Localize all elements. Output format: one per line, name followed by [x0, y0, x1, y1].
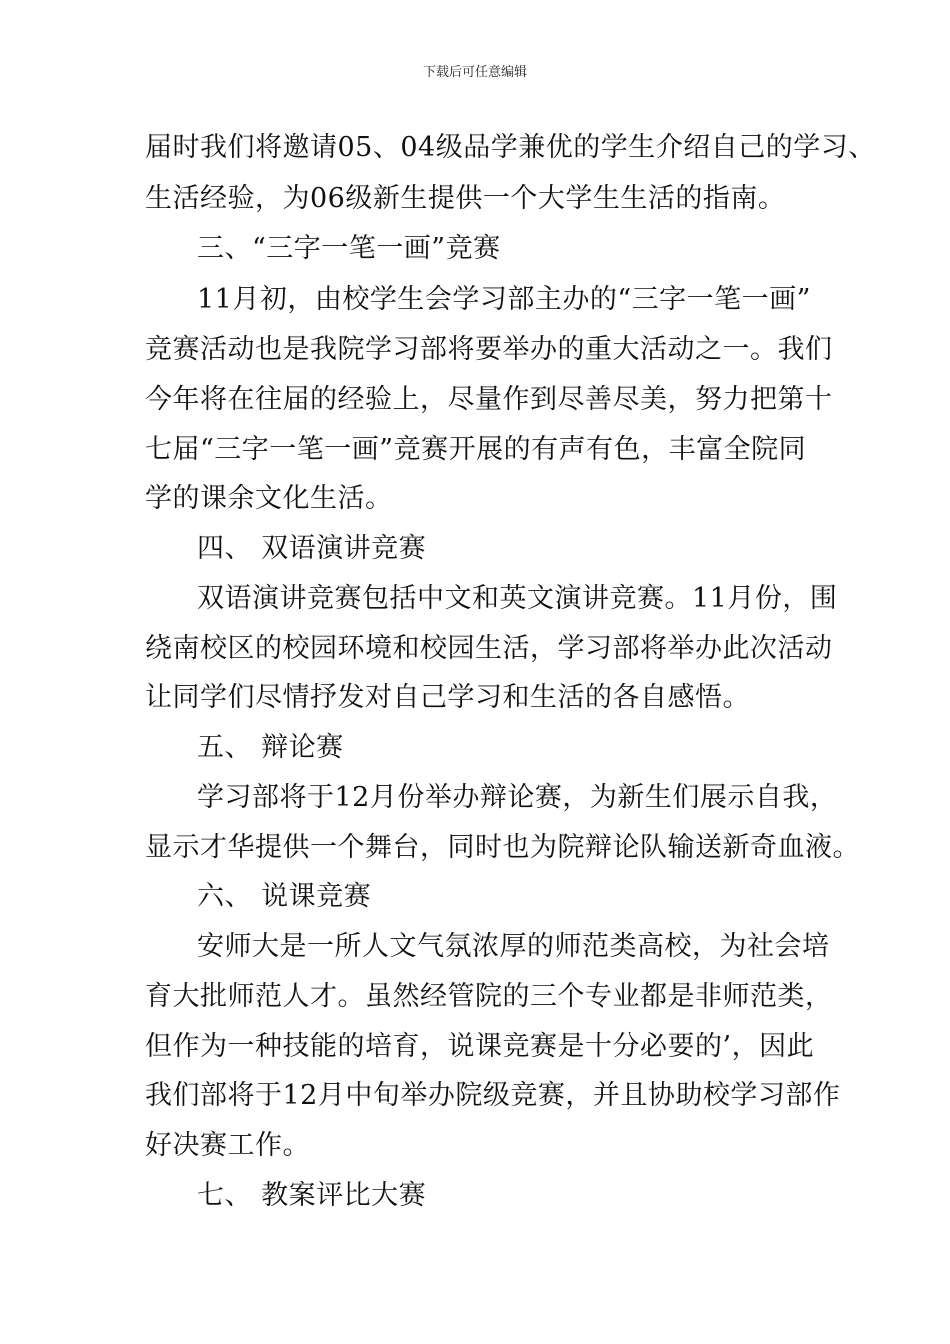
section-heading-6: 六、 说课竞赛: [197, 881, 372, 912]
section-heading-3: 三、“三字一笔一画”竞赛: [197, 233, 501, 264]
paragraph-line: 但作为一种技能的培育，说课竞赛是十分必要的’，因此: [145, 1031, 815, 1062]
paragraph-line: 让同学们尽情抒发对自己学习和生活的各自感悟。: [145, 682, 750, 713]
paragraph-line: 11月初，由校学生会学习部主办的“三字一笔一画”: [197, 284, 811, 315]
paragraph-line: 学习部将于12月份举办辩论赛，为新生们展示自我，: [197, 782, 838, 813]
paragraph-line: 育大批师范人才。虽然经管院的三个专业都是非师范类，: [145, 981, 833, 1012]
section-heading-5: 五、 辩论赛: [197, 732, 344, 763]
section-heading-7: 七、 教案评比大赛: [197, 1180, 427, 1211]
paragraph-line: 双语演讲竞赛包括中文和英文演讲竞赛。11月份，围: [197, 583, 838, 614]
paragraph-line: 好决赛工作。: [145, 1130, 310, 1161]
paragraph-line: 学的课余文化生活。: [145, 483, 393, 514]
paragraph-line: 显示才华提供一个舞台，同时也为院辩论队输送新奇血液。: [145, 832, 860, 863]
paragraph-line: 竞赛活动也是我院学习部将要举办的重大活动之一。我们: [145, 334, 833, 365]
paragraph-line: 我们部将于12月中旬举办院级竞赛，并且协助校学习部作: [145, 1080, 841, 1111]
page-header: 下载后可任意编辑: [422, 65, 527, 80]
paragraph-line: 生活经验，为06级新生提供一个大学生生活的指南。: [145, 183, 786, 214]
section-heading-4: 四、 双语演讲竞赛: [197, 533, 427, 564]
paragraph-line: 绕南校区的校园环境和校园生活，学习部将举办此次活动: [145, 633, 833, 664]
paragraph-line: 届时我们将邀请05、04级品学兼优的学生介绍自己的学习、: [145, 132, 876, 163]
paragraph-line: 七届“三字一笔一画”竞赛开展的有声有色，丰富全院同: [145, 434, 807, 465]
paragraph-line: 安师大是一所人文气氛浓厚的师范类高校，为社会培: [197, 931, 830, 962]
paragraph-line: 今年将在往届的经验上，尽量作到尽善尽美，努力把第十: [145, 384, 833, 415]
